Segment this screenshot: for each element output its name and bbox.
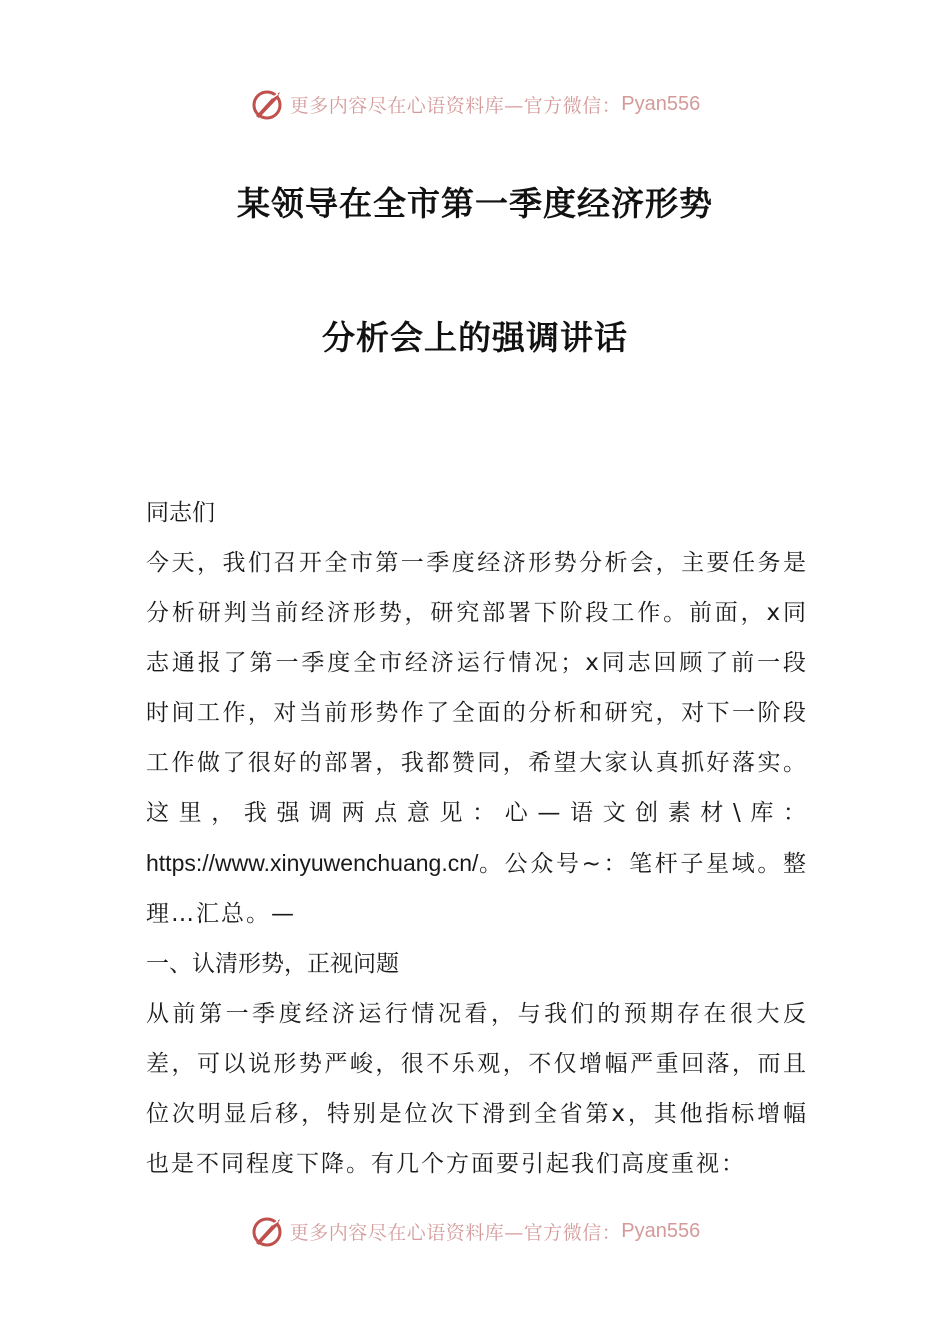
document-title-line-2: 分析会上的强调讲话 xyxy=(322,318,628,357)
section-heading-1: 一、认清形势，正视问题 xyxy=(146,951,399,977)
intro-text-tail: 。公众号~：笔杆子星域。整理…汇总。— xyxy=(146,851,808,927)
source-url-link[interactable]: https://www.xinyuwenchuang.cn/ xyxy=(146,850,479,876)
header-watermark xyxy=(0,84,950,124)
watermark-wechat-id: Pyan556 xyxy=(621,92,701,115)
pen-logo-icon xyxy=(250,1213,286,1249)
watermark-wechat-id: Pyan556 xyxy=(621,1219,701,1242)
paragraph-situation: 从前第一季度经济运行情况看，与我们的预期存在很大反差，可以说形势严峻，很不乐观，不仅增幅严重回落，而且位次明显后移，特别是位次下滑到全省第x，其他指标增幅也是不同程度下降。有几个方面要引起我们高度重视： xyxy=(146,1001,808,1177)
pen-logo-icon xyxy=(250,86,286,122)
document-title-line-1: 某领导在全市第一季度经济形势 xyxy=(237,184,713,223)
intro-text: 今天，我们召开全市第一季度经济形势分析会，主要任务是分析研判当前经济形势，研究部署下阶段工作。前面，x同志通报了第一季度全市经济运行情况；x同志回顾了前一段时间工作，对当前形势作了全面的分析和研究，对下一阶段工作做了很好的部署，我都赞同，希望大家认真抓好落实。这里，我强调两点意见：心—语文创素材\库： xyxy=(146,550,808,826)
salutation: 同志们 xyxy=(146,500,215,526)
paragraph-intro xyxy=(146,538,808,939)
footer-watermark xyxy=(0,1211,950,1251)
document-body xyxy=(146,488,808,1189)
watermark-text: 更多内容尽在心语资料库—官方微信： xyxy=(289,1221,622,1244)
watermark-text: 更多内容尽在心语资料库—官方微信： xyxy=(289,94,622,117)
